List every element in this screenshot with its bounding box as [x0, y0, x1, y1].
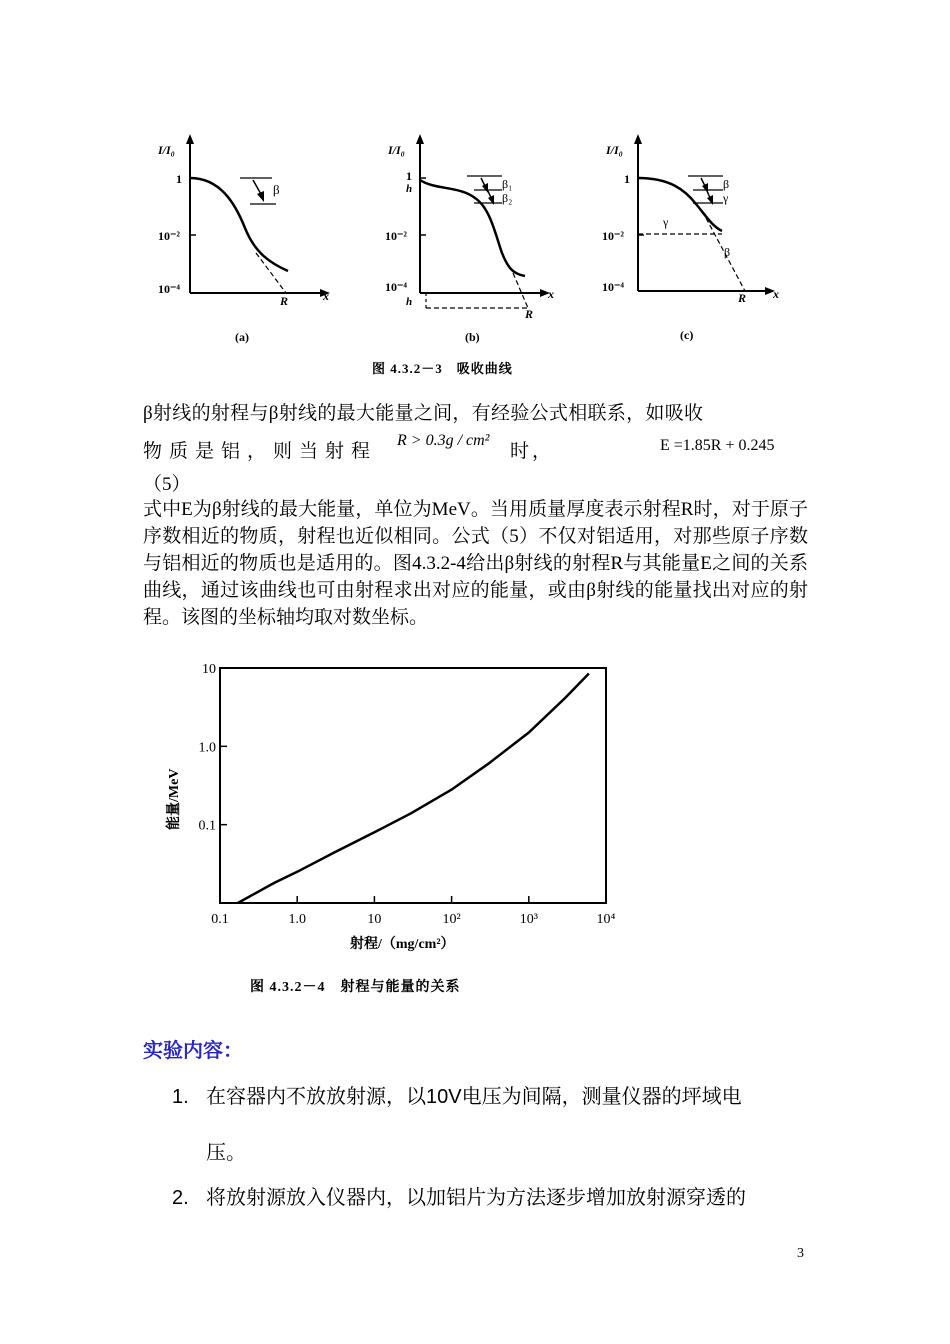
panel-c-curve-beta: β — [724, 245, 731, 259]
x-tick-label: 10⁴ — [596, 912, 616, 927]
panel-b — [385, 134, 554, 344]
panel-b-legend-beta1: β₁ — [502, 177, 513, 191]
x-tick-label: 10³ — [519, 912, 538, 927]
panel-a-ytick-1: 1 — [176, 172, 182, 186]
panel-a-ytick-2: 10⁻² — [158, 229, 180, 243]
x-tick-label: 0.1 — [211, 912, 229, 927]
panel-a-range-label: R — [280, 294, 289, 308]
list-item-1-number: 1. — [172, 1086, 189, 1108]
panel-c-label: (c) — [680, 328, 694, 342]
chart-title: 图 4.3.2－4 射程与能量的关系 — [250, 980, 461, 995]
energy-formula — [660, 437, 775, 455]
panel-a-label: (a) — [235, 330, 249, 344]
chart-ticks — [220, 746, 529, 903]
panel-b-label: (b) — [465, 330, 480, 344]
panel-c-ytick-2: 10⁻² — [602, 229, 624, 243]
chart-xlabel: 射程/（mg/cm²） — [350, 937, 455, 952]
panel-c-ytick-3: 10⁻⁴ — [602, 280, 624, 294]
list-item-2-text-line1: 将放射源放入仪器内，以加铝片为方法逐步增加放射源穿透的 — [206, 1187, 746, 1209]
energy-formula-text: E =1.85R + 0.245 — [660, 437, 775, 454]
body-paragraph: 式中E为β射线的最大能量，单位为MeV。当用质量厚度表示射程R时，对于原子序数相近的物质，射程也近似相同。公式（5）不仅对铝适用，对那些原子序数与铝相近的物质也是适用的。图4.3.2-4给出β射线的射程R与其能量E之间的关系曲线，通过该曲线也可由射程求出对应的能量，或由β射线的能量找出对应的射程。该图的坐标轴均取对数坐标。 — [143, 499, 808, 628]
panel-b-h-upper: h — [406, 183, 413, 195]
panel-c-ytick-1: 1 — [624, 172, 630, 186]
x-tick-label: 10² — [442, 912, 461, 927]
chart-tick-labels — [199, 662, 616, 927]
panel-b-range-label: R — [525, 307, 534, 321]
list-item-1 — [172, 1075, 812, 1175]
range-condition-formula: R > 0.3g / cm² — [397, 432, 490, 449]
panel-c-range-label: R — [738, 291, 747, 305]
panel-a — [157, 134, 330, 344]
panel-c-legend-gamma: γ — [723, 191, 729, 205]
panel-b-h-lower: h — [406, 296, 413, 308]
panel-a-legend-beta: β — [273, 182, 280, 197]
section-heading: 实验内容： — [143, 1040, 243, 1062]
absorption-curves-figure — [140, 128, 820, 380]
panel-a-xlabel: x — [323, 289, 329, 303]
panel-b-ytick-2: 10⁻² — [385, 229, 407, 243]
text-line-1: β射线的射程与β射线的最大能量之间，有经验公式相联系，如吸收 — [143, 403, 704, 424]
page-number: 3 — [797, 1246, 804, 1261]
x-tick-label: 10 — [367, 912, 382, 927]
list-item-1-text-line1: 在容器内不放放射源，以10V电压为间隔，测量仪器的坪域电 — [206, 1086, 742, 1108]
panel-c-curve-gamma: γ — [663, 215, 669, 229]
list-item-2 — [172, 1176, 812, 1220]
panel-b-ylabel: I/I₀ — [388, 143, 405, 157]
panel-b-ytick-1: 1 — [406, 169, 412, 183]
panel-c-ylabel: I/I₀ — [606, 143, 623, 157]
list-item-1-text-line2: 压。 — [206, 1142, 246, 1164]
panel-a-ytick-3: 10⁻⁴ — [158, 282, 180, 296]
chart-plot-frame — [220, 668, 606, 903]
panel-b-xlabel: x — [548, 287, 554, 301]
panel-a-ylabel: I/I₀ — [158, 143, 175, 157]
y-tick-label: 10 — [202, 662, 216, 677]
panel-b-legend-beta2: β₂ — [502, 191, 513, 205]
chart-ylabel: 能量/MeV — [167, 768, 182, 830]
text-after-condition: 时， — [510, 441, 555, 462]
text-line-2: 物质是铝，则当射程 — [143, 441, 378, 462]
panel-b-ytick-3: 10⁻⁴ — [385, 280, 407, 294]
y-tick-label: 0.1 — [198, 818, 216, 834]
range-energy-curve — [238, 674, 589, 904]
panel-c-xlabel: x — [773, 287, 779, 301]
x-tick-label: 1.0 — [288, 912, 306, 927]
y-tick-label: 1.0 — [198, 740, 216, 756]
panel-c — [602, 134, 779, 342]
range-energy-chart — [150, 655, 650, 1005]
range-energy-svg — [150, 655, 650, 1005]
figure-top-caption: 图 4.3.2－3 吸收曲线 — [372, 361, 513, 376]
absorption-curves-svg — [140, 128, 820, 380]
panel-c-legend-beta: β — [723, 177, 730, 191]
list-item-2-number: 2. — [172, 1187, 189, 1209]
equation-number: （5） — [143, 474, 191, 495]
